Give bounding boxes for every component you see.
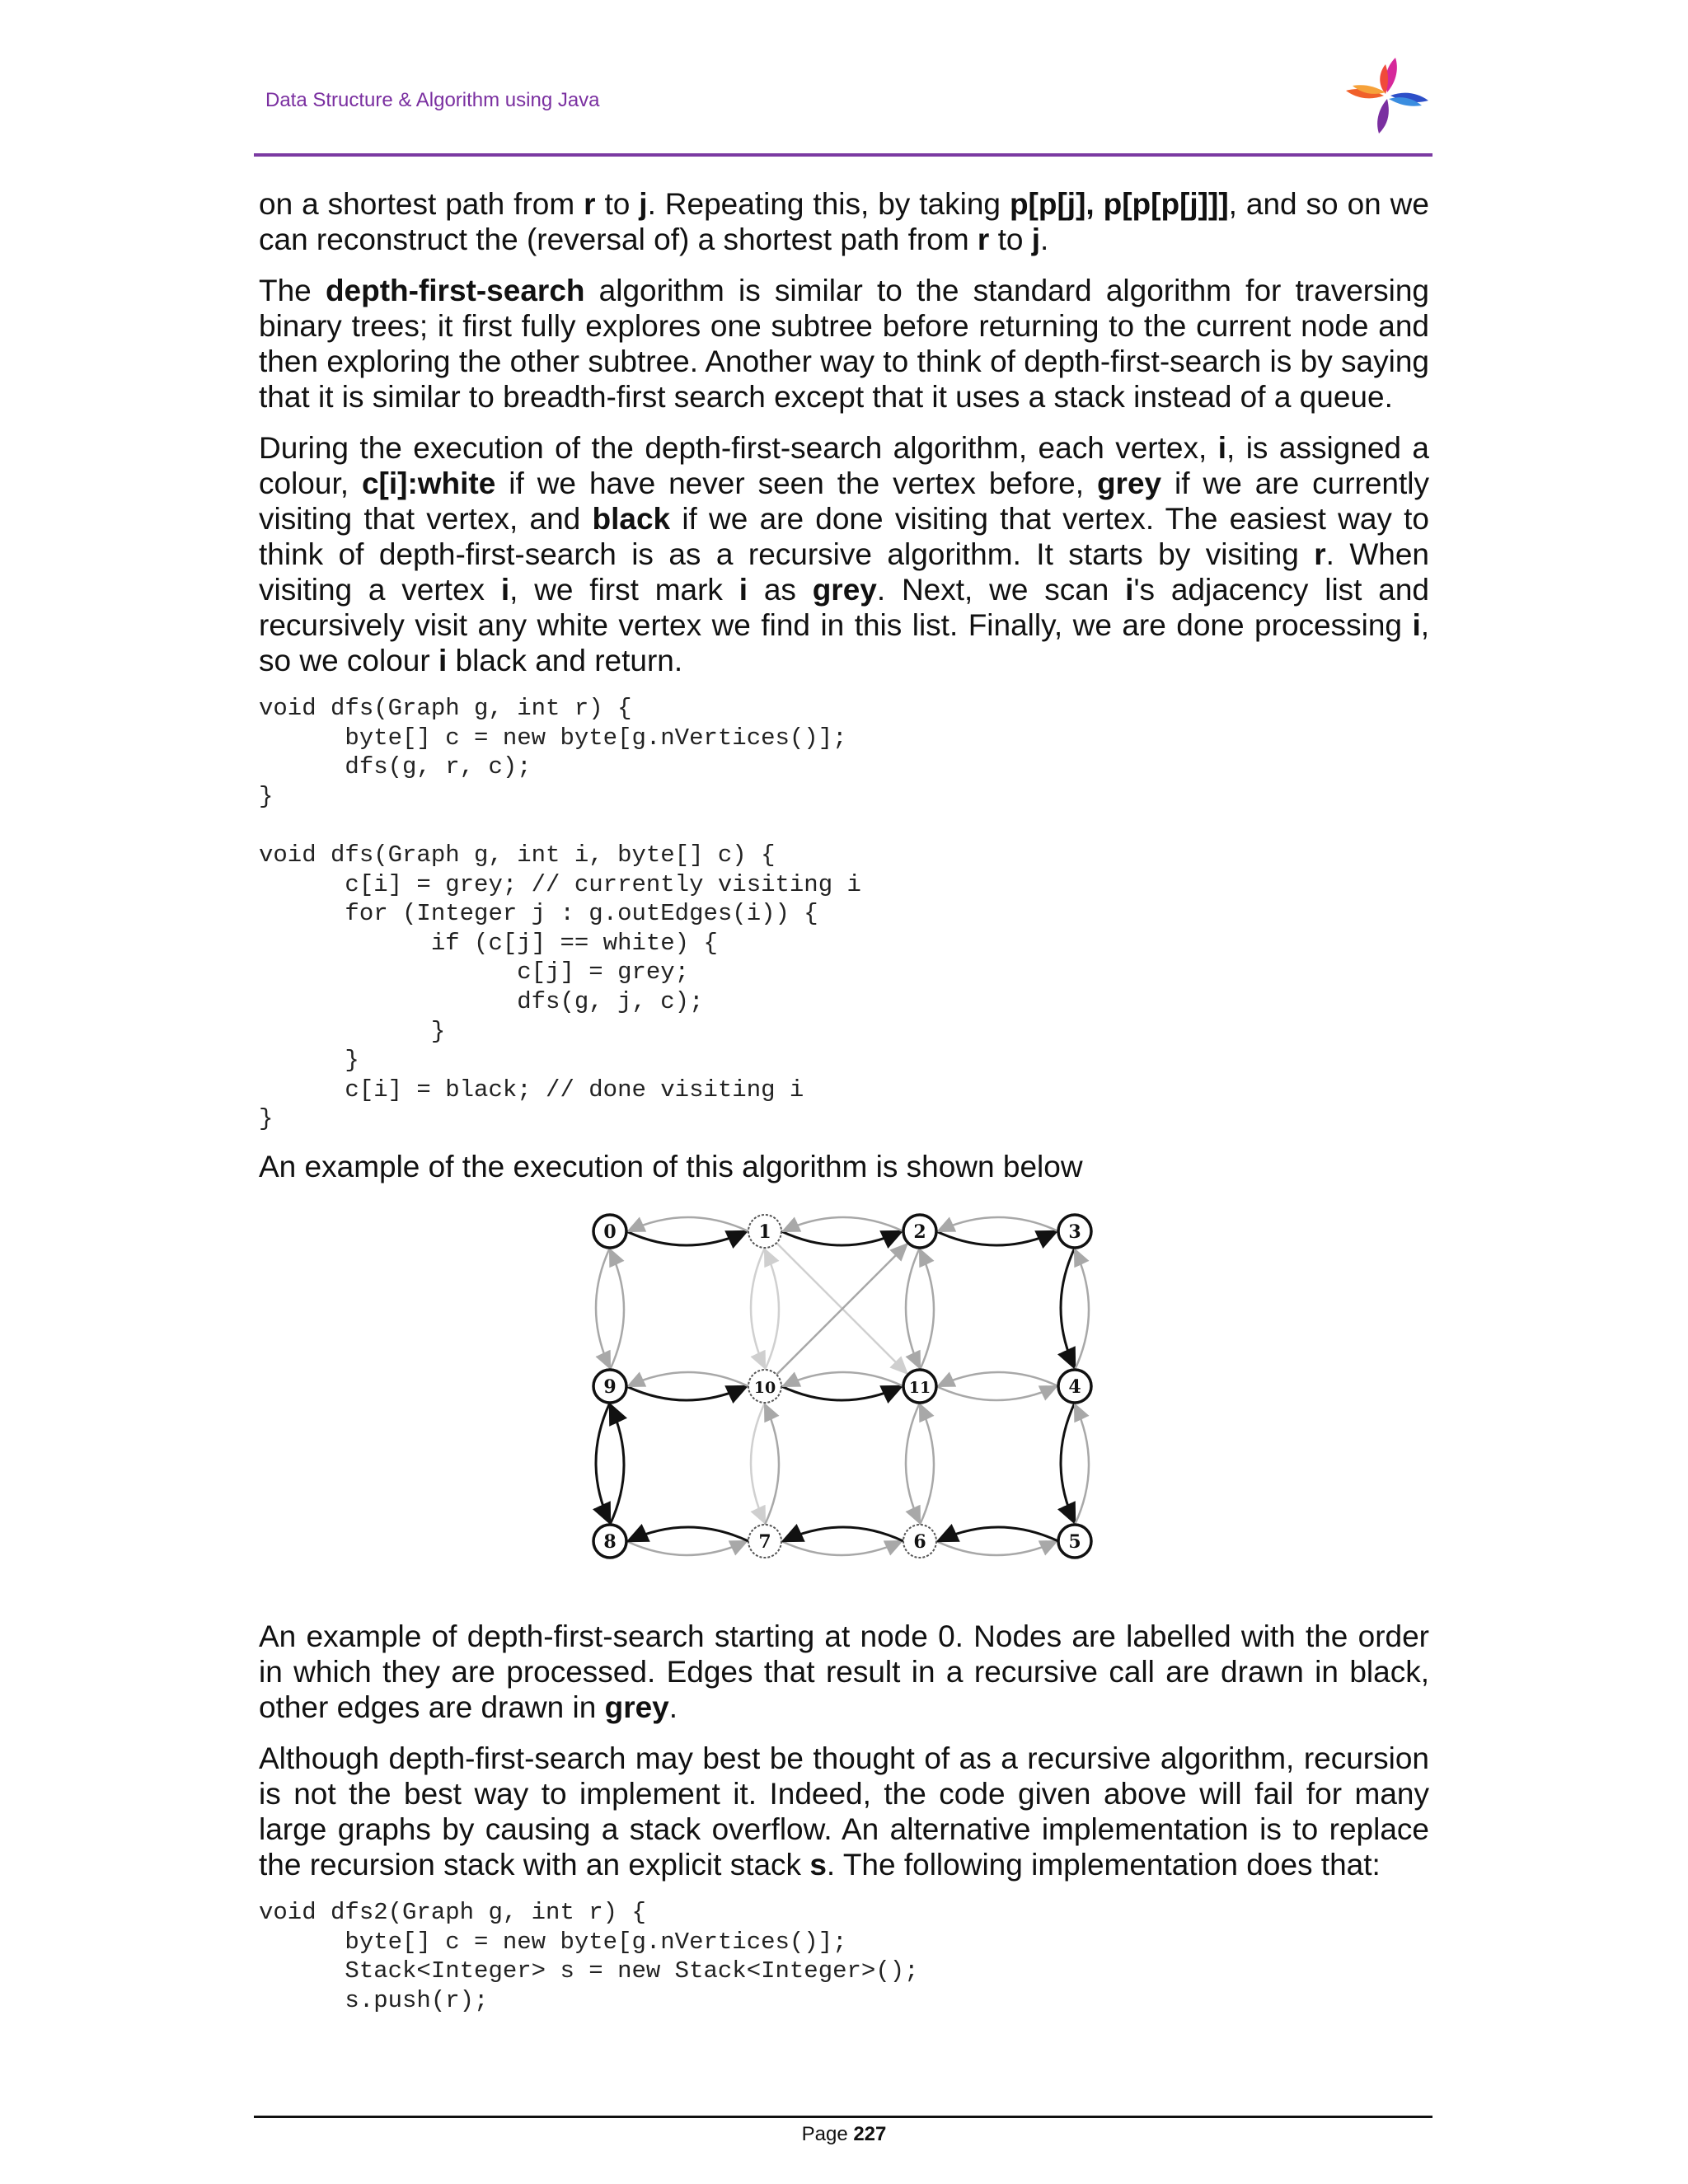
graph-node-label: 9 xyxy=(603,1376,617,1398)
edge-2-to-11 xyxy=(906,1248,920,1368)
graph-node-label: 0 xyxy=(603,1221,617,1243)
running-header: Data Structure & Algorithm using Java xyxy=(265,89,600,111)
graph-node-label: 6 xyxy=(913,1531,926,1553)
paragraph-explicit-stack: Although depth-first-search may best be thought of as a recursive algorithm, recursion is not the best way to implement it. Indeed, the code given above will fail for many large graphs by causing a stack overflow. An alternative implementation is to replace the recursion stack with an explicit stack s. The following implementation does that: xyxy=(259,1741,1429,1882)
graph-node-1 xyxy=(748,1215,781,1248)
page-footer xyxy=(0,2123,1688,2146)
edge-5-to-4 xyxy=(1075,1404,1089,1525)
graph-nodes xyxy=(593,1215,1091,1558)
graph-edges xyxy=(596,1217,1089,1555)
edge-7-to-6 xyxy=(781,1541,902,1555)
edge-4-to-5 xyxy=(1061,1403,1075,1523)
edge-4-to-11 xyxy=(938,1372,1058,1386)
edge-9-to-8 xyxy=(596,1403,610,1523)
graph-node-label: 7 xyxy=(758,1531,771,1553)
edge-2-to-1 xyxy=(783,1217,903,1231)
edge-9-to-10 xyxy=(626,1386,747,1400)
paragraph-shortest-path: on a shortest path from r to j. Repeating this, by taking p[p[j], p[p[p[j]]], and so on we can reconstruct the (reversal of) a shortest path from r to j. xyxy=(259,187,1429,256)
graph-node-4 xyxy=(1058,1370,1091,1403)
dfs-graph-figure xyxy=(577,1200,1113,1572)
graph-node-3 xyxy=(1058,1215,1091,1248)
figure-caption: An example of depth-first-search starting at node 0. Nodes are labelled with the order in which they are processed. Edges that result in a recursive call are drawn in black, other edges are drawn in grey. xyxy=(259,1619,1429,1724)
edge-2-to-3 xyxy=(936,1231,1057,1245)
edge-1-to-10 xyxy=(751,1248,765,1368)
edge-8-to-9 xyxy=(610,1404,624,1525)
edge-7-to-8 xyxy=(628,1527,748,1541)
graph-node-11 xyxy=(903,1370,936,1403)
edge-6-to-7 xyxy=(783,1527,903,1541)
edge-11-to-2 xyxy=(920,1249,934,1370)
graph-node-label: 8 xyxy=(603,1531,617,1553)
edge-0-to-9 xyxy=(596,1248,610,1368)
code-block-recursive-dfs: void dfs(Graph g, int r) { byte[] c = new byte[g.nVertices()]; dfs(g, r, c); } void dfs(Graph g, int i, byte[] c) { c[i] = grey; // currently visiting i for (Integer j : g.outEdges(i)) { if (c[j] == white) { c[j] = grey; dfs(g, j, c); } } c[i] = black; // done visiting i } xyxy=(259,695,861,1133)
edge-1-to-0 xyxy=(628,1217,748,1231)
edge-3-to-4 xyxy=(1061,1248,1075,1368)
edge-1-to-2 xyxy=(781,1231,902,1245)
edge-8-to-7 xyxy=(626,1541,747,1555)
edge-10-to-1 xyxy=(765,1249,779,1370)
graph-node-label: 3 xyxy=(1068,1221,1081,1243)
edge-10-to-9 xyxy=(628,1372,748,1386)
edge-9-to-0 xyxy=(610,1249,624,1370)
edge-11-to-10 xyxy=(783,1372,903,1386)
graph-node-label: 11 xyxy=(908,1379,931,1397)
edge-11-to-4 xyxy=(936,1386,1057,1400)
edge-7-to-10 xyxy=(765,1404,779,1525)
code-block-dfs2: void dfs2(Graph g, int r) { byte[] c = new byte[g.nVertices()]; Stack<Integer> s = new Stack<Integer>(); s.push(r); xyxy=(259,1898,919,2014)
edge-4-to-3 xyxy=(1075,1249,1089,1370)
header-divider xyxy=(254,153,1432,157)
page-label: Page xyxy=(801,2123,854,2145)
graph-node-0 xyxy=(593,1215,626,1248)
page-number: 227 xyxy=(853,2123,887,2145)
graph-node-label: 5 xyxy=(1068,1531,1081,1553)
edge-3-to-2 xyxy=(938,1217,1058,1231)
edge-10-to-7 xyxy=(751,1403,765,1523)
edge-0-to-1 xyxy=(626,1231,747,1245)
graph-node-6 xyxy=(903,1525,936,1558)
graph-node-label: 1 xyxy=(758,1221,771,1243)
edge-10-to-11 xyxy=(781,1386,902,1400)
paragraph-dfs-colours: During the execution of the depth-first-search algorithm, each vertex, i, is assigned a colour, c[i]:white if we have never seen the vertex before, grey if we are currently visiting that vertex, and black if we are done visiting that vertex. The easiest way to think of depth-first-search is as a recursive algorithm. It starts by visiting r. When visiting a vertex i, we first mark i as grey. Next, we scan i's adjacency list and recursively visit any white vertex we find in this list. Finally, we are done processing i, so we colour i black and return. xyxy=(259,431,1430,677)
graph-node-8 xyxy=(593,1525,626,1558)
graph-node-9 xyxy=(593,1370,626,1403)
publisher-logo xyxy=(1342,53,1432,138)
graph-node-7 xyxy=(748,1525,781,1558)
paragraph-example-intro: An example of the execution of this algorithm is shown below xyxy=(259,1149,1083,1183)
graph-node-10 xyxy=(748,1370,781,1403)
paragraph-dfs-intro: The depth-first-search algorithm is similar to the standard algorithm for traversing binary trees; it first fully explores one subtree before returning to the current node and then exploring the other subtree. Another way to think of depth-first-search is by saying that it is similar to breadth-first search except that it uses a stack instead of a queue. xyxy=(259,274,1429,414)
graph-node-2 xyxy=(903,1215,936,1248)
edge-11-to-6 xyxy=(906,1403,920,1523)
edge-6-to-5 xyxy=(936,1541,1057,1555)
footer-divider xyxy=(254,2116,1432,2118)
edge-6-to-11 xyxy=(920,1404,934,1525)
edge-5-to-6 xyxy=(938,1527,1058,1541)
graph-node-label: 10 xyxy=(753,1379,776,1397)
graph-node-5 xyxy=(1058,1525,1091,1558)
graph-node-label: 2 xyxy=(913,1221,926,1243)
graph-node-label: 4 xyxy=(1068,1376,1081,1398)
page-content xyxy=(259,186,1429,2030)
